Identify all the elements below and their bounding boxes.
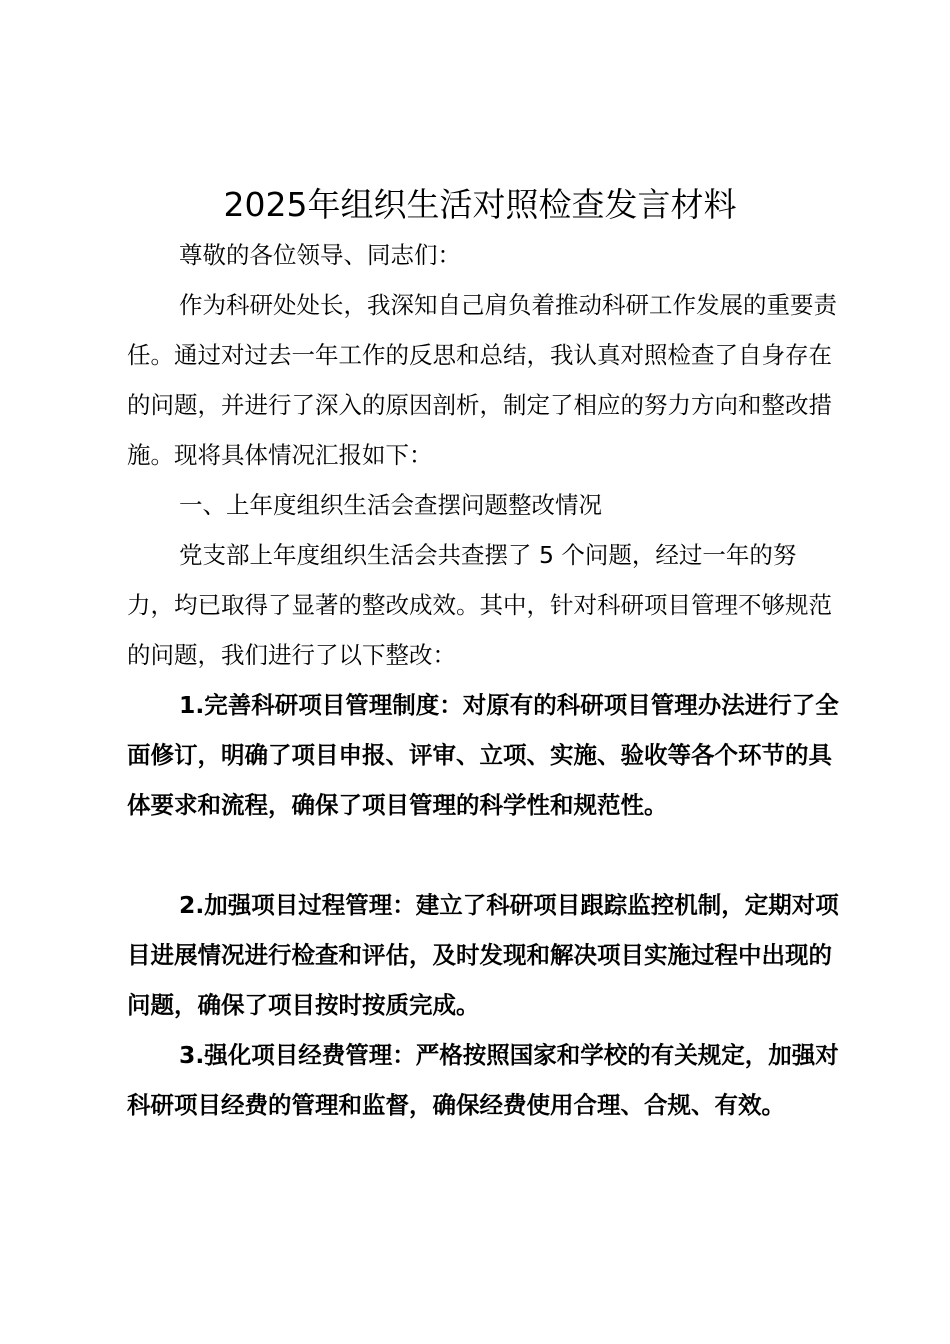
section1-heading: 一、上年度组织生活会查摆问题整改情况 (179, 491, 602, 519)
list-item-1: 1.完善科研项目管理制度：对原有的科研项目管理办法进行了全面修订，明确了项目申报、评审、立项、实施、验收等各个环节的具体要求和流程，确保了项目管理的科学性和规范性。 (127, 691, 839, 819)
list-item-3: 3.强化项目经费管理：严格按照国家和学校的有关规定，加强对科研项目经费的管理和监督，确保经费使用合理、合规、有效。 (127, 1041, 839, 1119)
section1-paragraph: 党支部上年度组织生活会共查摆了 5 个问题，经过一年的努力，均已取得了显著的整改成效。其中，针对科研项目管理不够规范的问题，我们进行了以下整改： (127, 541, 832, 669)
list-item-2: 2.加强项目过程管理：建立了科研项目跟踪监控机制，定期对项目进展情况进行检查和评估，及时发现和解决项目实施过程中出现的问题，确保了项目按时按质完成。 (127, 891, 839, 1019)
document-title: 2025年组织生活对照检查发言材料 (223, 185, 737, 224)
salutation: 尊敬的各位领导、同志们： (179, 241, 461, 269)
intro-paragraph: 作为科研处处长，我深知自己肩负着推动科研工作发展的重要责任。通过对过去一年工作的反思和总结，我认真对照检查了自身存在的问题，并进行了深入的原因剖析，制定了相应的努力方向和整改措施。现将具体情况汇报如下： (127, 291, 837, 469)
